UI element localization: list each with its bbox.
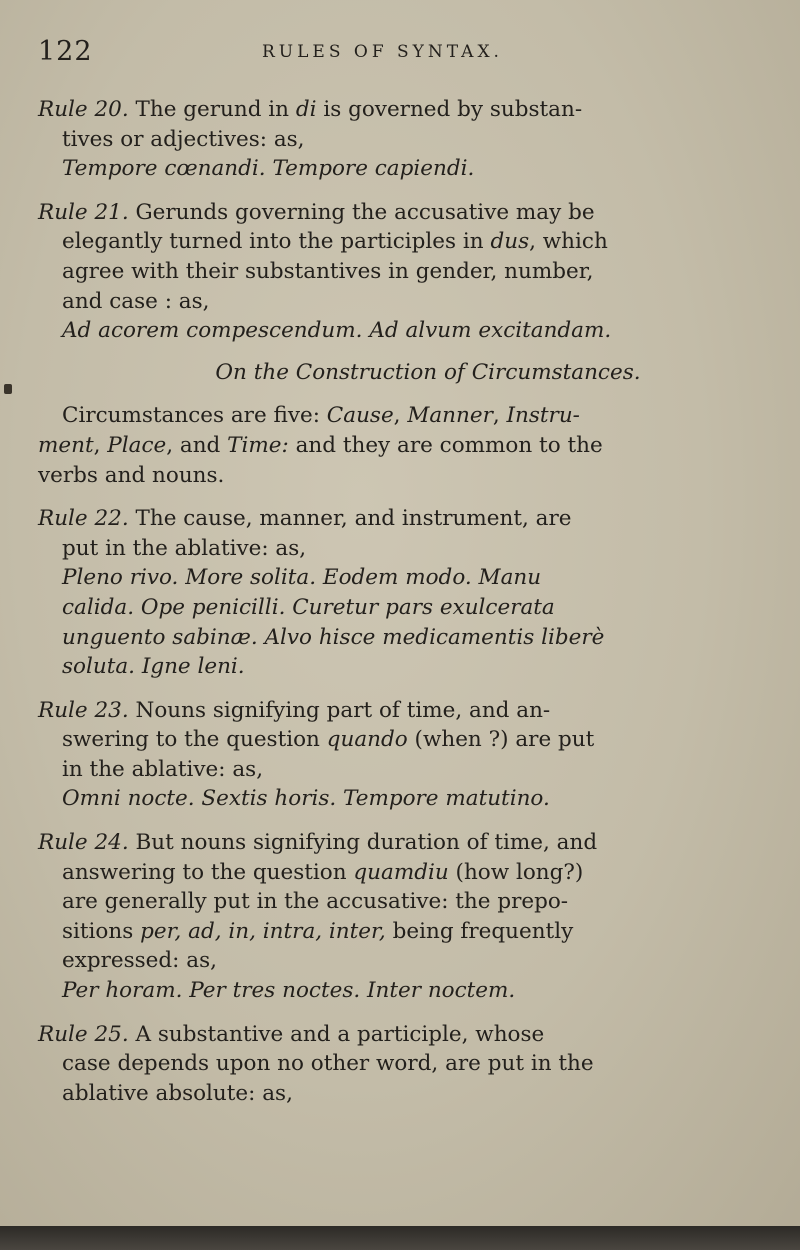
rule-text-line: verbs and nouns. xyxy=(38,462,225,488)
rule-text-line: are generally put in the accusative: the prepo- xyxy=(62,889,569,915)
circumstances-paragraph: Circumstances are five: Cause, Manner, Instru- xyxy=(62,403,580,429)
latin-example: Per horam. Per tres noctes. Inter noctem. xyxy=(62,978,516,1004)
rule-text-line: ablative absolute: as, xyxy=(62,1080,293,1106)
latin-example: soluta. Igne leni. xyxy=(62,654,245,680)
rule-text-line: sitions per, ad, in, intra, inter, being frequently xyxy=(62,918,574,944)
rule-text-line: ment, Place, and Time: and they are common to the xyxy=(38,432,603,458)
rule-21: Rule 21. Gerunds governing the accusative may be xyxy=(38,199,595,225)
page-number: 122 xyxy=(38,36,93,67)
rule-22: Rule 22. The cause, manner, and instrument, are xyxy=(38,506,572,532)
latin-example: unguento sabinæ. Alvo hisce medicamentis liberè xyxy=(62,624,605,650)
page-body xyxy=(38,95,778,1108)
rule-text-line: and case : as, xyxy=(62,288,210,314)
rule-25: Rule 25. A substantive and a participle, whose xyxy=(38,1021,545,1047)
scan-edge xyxy=(0,1226,800,1250)
latin-term: quamdiu xyxy=(353,859,449,885)
margin-mark xyxy=(4,384,12,394)
rule-text-line: answering to the question quamdiu (how long?) xyxy=(62,859,584,885)
rule-text-line: tives or adjectives: as, xyxy=(62,126,305,152)
latin-term: quando xyxy=(326,727,408,753)
rule-text-line: put in the ablative: as, xyxy=(62,535,307,561)
rule-label: Rule 20. xyxy=(38,97,129,122)
latin-example: Ad acorem compescendum. Ad alvum excitandam. xyxy=(62,318,612,344)
rule-text-line: elegantly turned into the participles in dus, which xyxy=(62,229,608,255)
rule-text-line: in the ablative: as, xyxy=(62,756,264,782)
latin-term: di xyxy=(295,97,317,122)
running-title: RULES OF SYNTAX. xyxy=(262,42,503,62)
rule-label: Rule 23. xyxy=(38,697,129,723)
rule-20: Rule 20. The gerund in di is governed by substan- xyxy=(38,97,583,122)
rule-text-line: expressed: as, xyxy=(62,948,217,974)
rule-label: Rule 21. xyxy=(38,199,129,225)
latin-example: Pleno rivo. More solita. Eodem modo. Manu xyxy=(62,565,542,591)
rule-24: Rule 24. But nouns signifying duration of time, and xyxy=(38,830,598,856)
latin-example: Tempore cœnandi. Tempore capiendi. xyxy=(62,156,475,182)
latin-example: calida. Ope penicilli. Curetur pars exulcerata xyxy=(62,594,555,620)
rule-text-line: agree with their substantives in gender, number, xyxy=(62,258,594,284)
section-heading: On the Construction of Circumstances. xyxy=(215,359,641,385)
rule-label: Rule 22. xyxy=(38,506,129,532)
rule-text-line: swering to the question quando (when ?) are put xyxy=(62,727,595,753)
page-header xyxy=(38,36,760,72)
latin-example: Omni nocte. Sextis horis. Tempore matutino. xyxy=(62,786,550,812)
rule-label: Rule 24. xyxy=(38,830,129,856)
latin-term: dus xyxy=(490,229,530,255)
latin-prepositions: per, ad, in, intra, inter, xyxy=(140,918,386,944)
rule-text-line: case depends upon no other word, are put in the xyxy=(62,1051,594,1077)
rule-23: Rule 23. Nouns signifying part of time, and an- xyxy=(38,697,551,723)
rule-label: Rule 25. xyxy=(38,1021,129,1047)
